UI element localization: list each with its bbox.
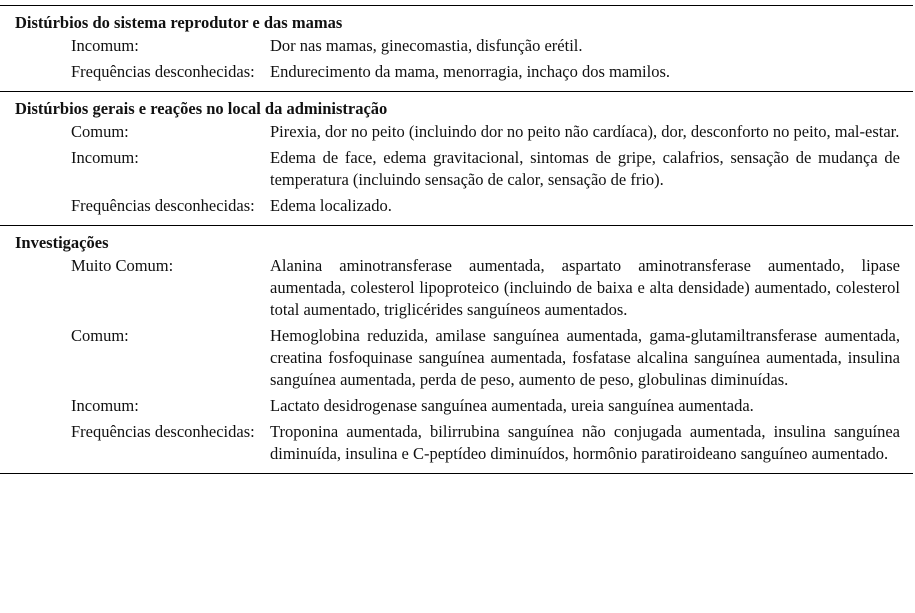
frequency-label: Incomum: — [71, 396, 139, 415]
frequency-label: Frequências desconhecidas: — [71, 196, 255, 215]
section-reproductive — [0, 5, 913, 91]
reaction-description: Alanina aminotransferase aumentada, aspartato aminotransferase aumentado, lipase aumentada, colesterol lipoproteico (incluindo de baixa e alta densidade) aumentado, colesterol total aumentado, triglicérides sanguíneos aumentados. — [270, 256, 900, 319]
table-row — [0, 421, 913, 465]
frequency-label: Frequências desconhecidas: — [71, 422, 255, 441]
reaction-description: Endurecimento da mama, menorragia, inchaço dos mamilos. — [270, 62, 670, 81]
reaction-description: Hemoglobina reduzida, amilase sanguínea aumentada, gama-glutamiltransferase aumentada, creatina fosfoquinase sanguínea aumentada, fosfatase alcalina sanguínea aumentada, insulina sanguínea aumentada, perda de peso, aumento de peso, globulinas diminuídas. — [270, 326, 900, 389]
frequency-label: Muito Comum: — [71, 256, 174, 275]
section-title: Investigações — [15, 233, 109, 252]
frequency-label: Comum: — [71, 122, 129, 141]
frequency-label: Incomum: — [71, 148, 139, 167]
table-row — [0, 121, 913, 143]
section-title: Distúrbios do sistema reprodutor e das mamas — [15, 13, 343, 32]
table-row — [0, 35, 913, 57]
table-row — [0, 61, 913, 83]
reaction-description: Troponina aumentada, bilirrubina sanguínea não conjugada aumentada, insulina sanguínea diminuída, insulina e C-peptídeo diminuídos, hormônio paratiroideano sanguíneo aumentado. — [270, 422, 900, 463]
table-row — [0, 325, 913, 391]
section-general — [0, 91, 913, 225]
frequency-label: Incomum: — [71, 36, 139, 55]
table-row — [0, 395, 913, 417]
frequency-label: Comum: — [71, 326, 129, 345]
section-investigations — [0, 225, 913, 474]
reaction-description: Dor nas mamas, ginecomastia, disfunção erétil. — [270, 36, 583, 55]
frequency-label: Frequências desconhecidas: — [71, 62, 255, 81]
reaction-description: Lactato desidrogenase sanguínea aumentada, ureia sanguínea aumentada. — [270, 396, 754, 415]
table-row — [0, 147, 913, 191]
section-title: Distúrbios gerais e reações no local da administração — [15, 99, 388, 118]
reaction-description: Edema de face, edema gravitacional, sintomas de gripe, calafrios, sensação de mudança de temperatura (incluindo sensação de calor, sensação de frio). — [270, 148, 900, 189]
table-row — [0, 195, 913, 217]
reaction-description: Edema localizado. — [270, 196, 392, 215]
reaction-description: Pirexia, dor no peito (incluindo dor no peito não cardíaca), dor, desconforto no peito, mal-estar. — [270, 122, 900, 141]
table-row — [0, 255, 913, 321]
